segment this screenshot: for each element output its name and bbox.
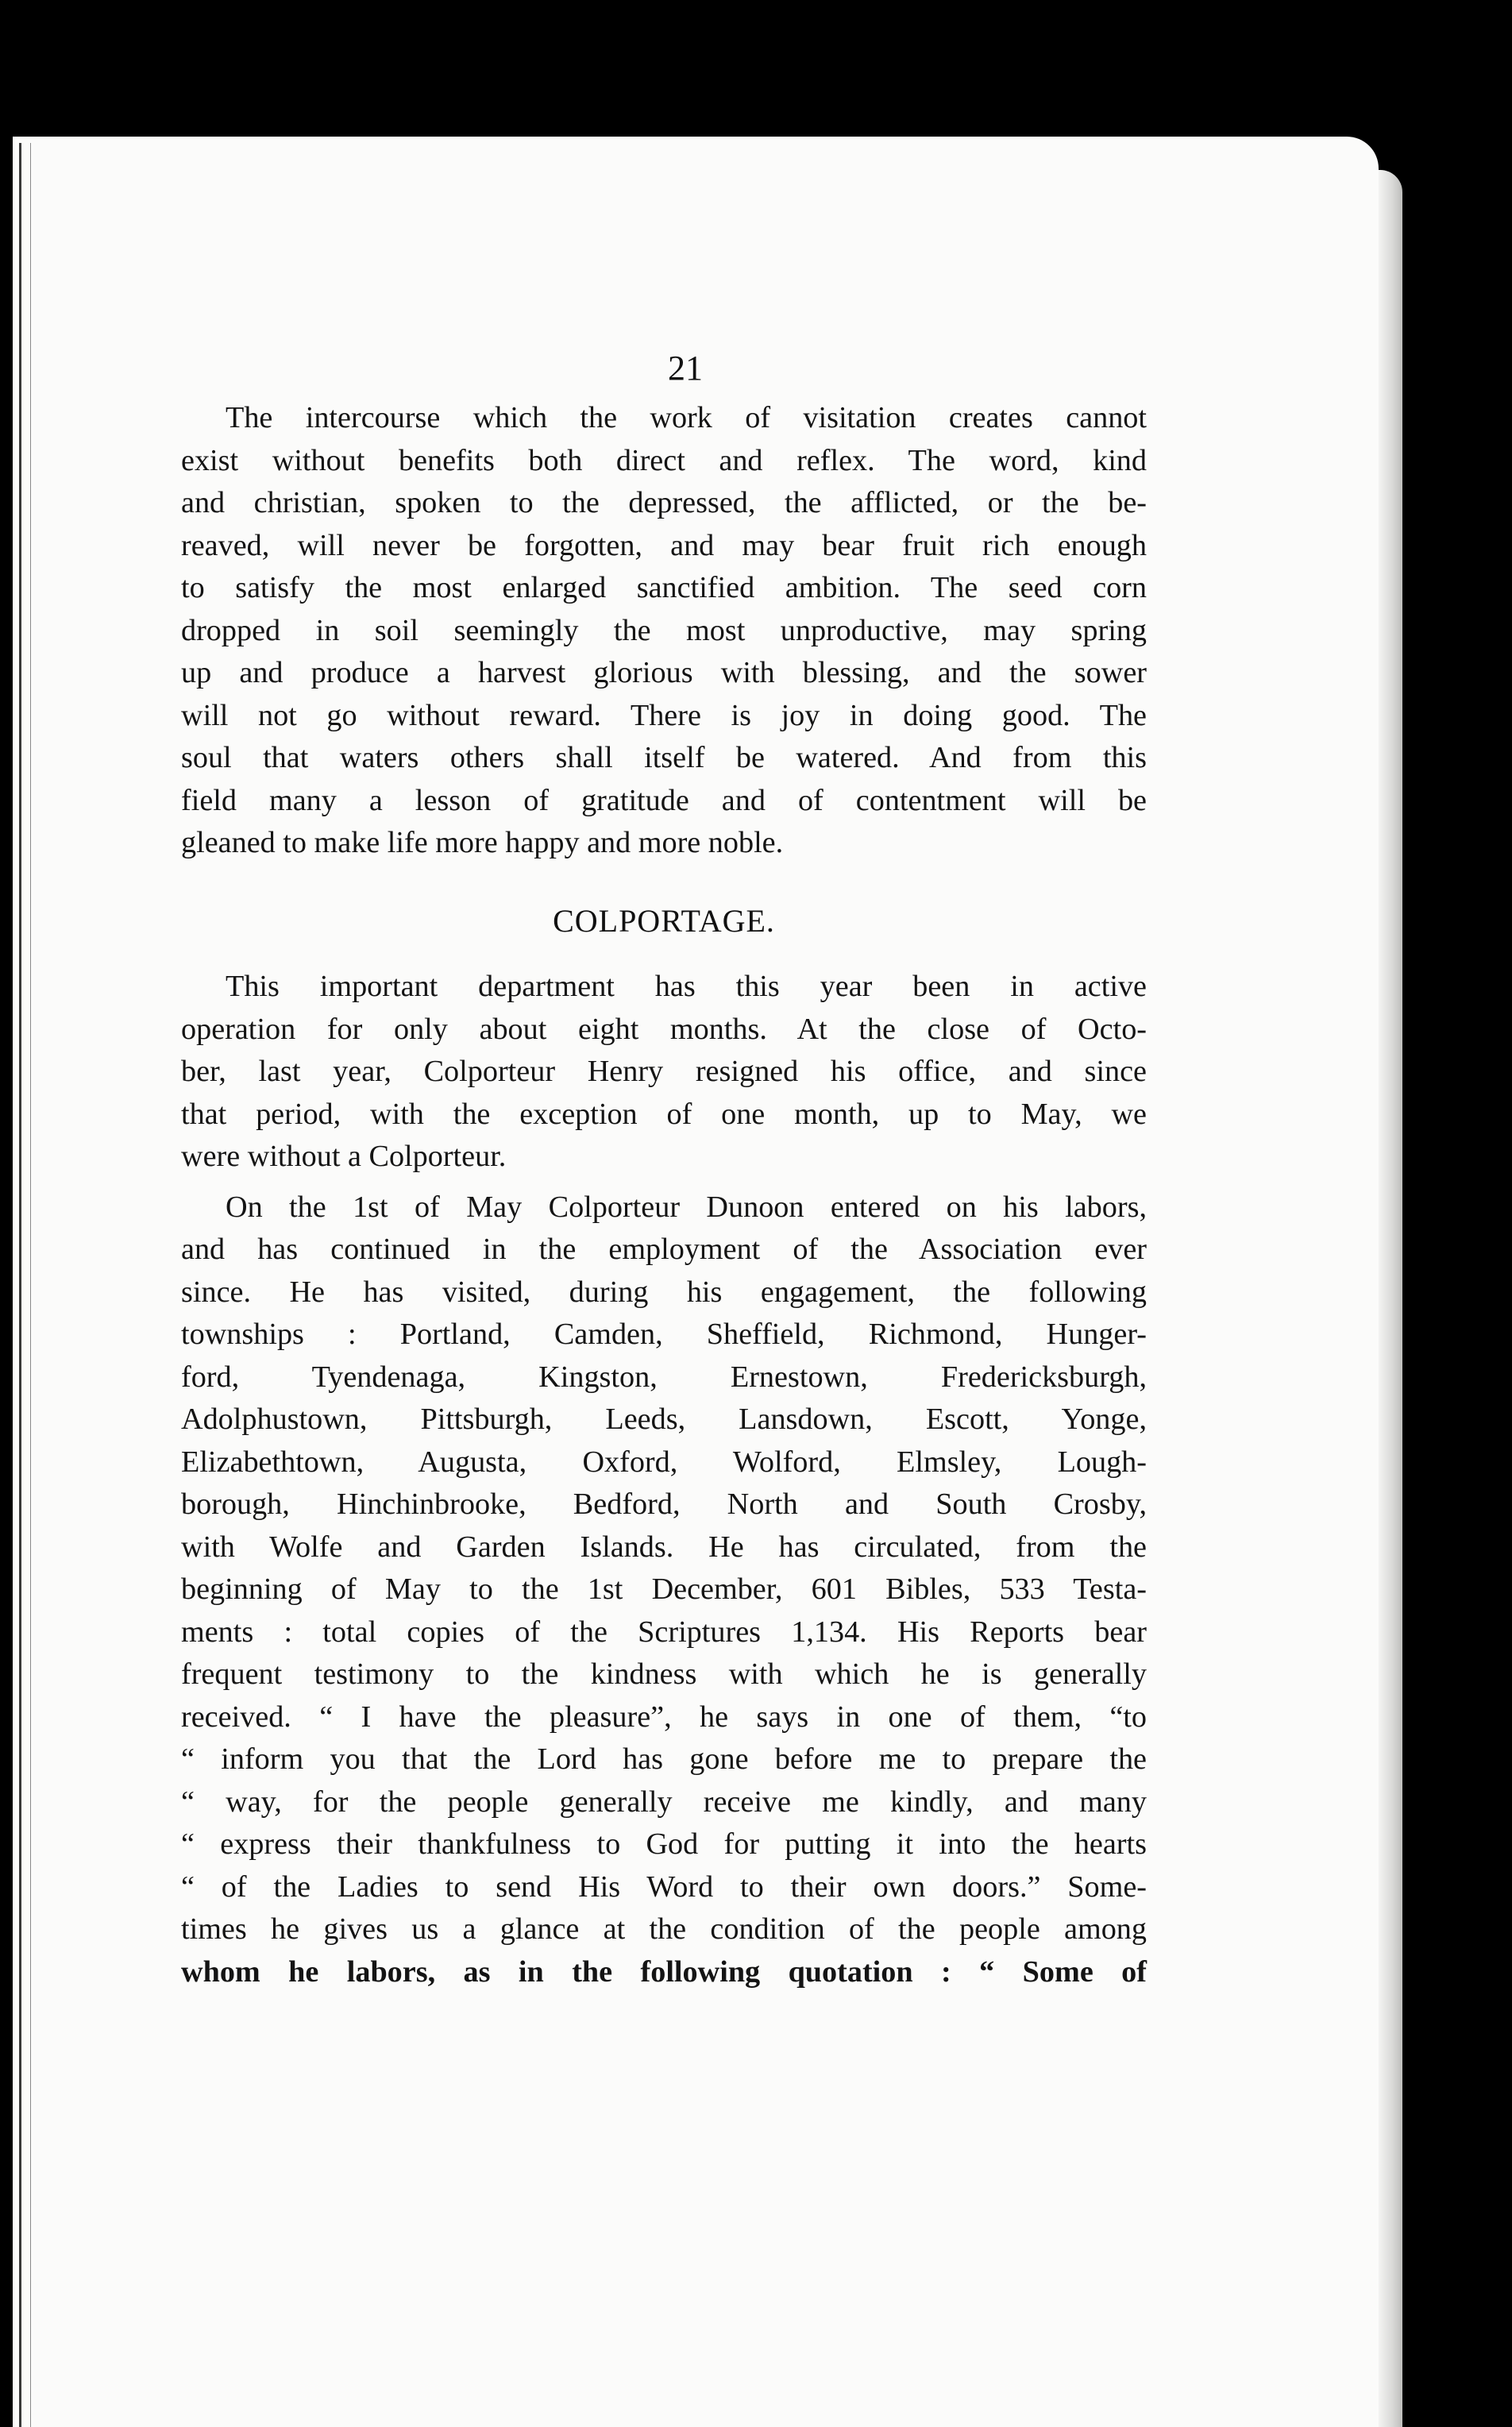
page-edge [1379,170,1402,2427]
text-line: received. “ I have the pleasure”, he says in one of them, “to [181,1700,1147,1734]
gutter-line [30,143,31,2427]
text-line: operation for only about eight months. At the close of Octo- [181,1012,1147,1046]
section-heading: COLPORTAGE. [553,902,775,939]
text-line: with Wolfe and Garden Islands. He has circulated, from the [181,1530,1147,1564]
text-line: frequent testimony to the kindness with which he is generally [181,1657,1147,1691]
text-line: ford, Tyendenaga, Kingston, Ernestown, Fredericksburgh, [181,1360,1147,1394]
text-line: up and produce a harvest glorious with blessing, and the sower [181,656,1147,689]
text-line: were without a Colporteur. [181,1140,507,1173]
text-line: and has continued in the employment of the Association ever [181,1233,1147,1266]
text-line: “ of the Ladies to send His Word to their own doors.” Some- [181,1869,1147,1904]
text-line: soul that waters others shall itself be watered. And from this [181,741,1147,774]
text-line: that period, with the exception of one month, up to May, we [181,1097,1147,1131]
text-line: exist without benefits both direct and reflex. The word, kind [181,443,1147,477]
text-line: gleaned to make life more happy and more noble. [181,826,784,859]
body-text [181,397,1147,1993]
text-line: reaved, will never be forgotten, and may bear fruit rich enough [181,528,1147,562]
text-line: dropped in soil seemingly the most unproductive, may spring [181,613,1147,647]
paragraph-intercourse [181,397,1147,865]
paragraph-colportage [181,966,1147,1179]
text-line: will not go without reward. There is joy in doing good. The [181,698,1147,732]
text-line: field many a lesson of gratitude and of contentment will be [181,783,1147,817]
text-line: ments : total copies of the Scriptures 1,134. His Reports bear [181,1615,1147,1649]
gutter-shadow [19,143,21,2427]
text-line: “ way, for the people generally receive me kindly, and many [181,1785,1147,1819]
text-line: townships : Portland, Camden, Sheffield, Richmond, Hunger- [181,1318,1147,1351]
text-line: whom he labors, as in the following quotation : “ Some of [181,1954,1147,1989]
paragraph-dunoon [181,1186,1147,1994]
paragraph-gap [181,1179,1147,1186]
text-line: “ express their thankfulness to God for putting it into the hearts [181,1827,1147,1861]
text-line: borough, Hinchinbrooke, Bedford, North and South Crosby, [181,1487,1147,1521]
text-line: The intercourse which the work of visitation creates cannot [226,401,1147,434]
text-line: This important department has this year been in active [226,970,1147,1003]
text-line: Elizabethtown, Augusta, Oxford, Wolford, Elmsley, Lough- [181,1445,1147,1479]
text-line: and christian, spoken to the depressed, the afflicted, or the be- [181,486,1147,519]
text-line: Adolphustown, Pittsburgh, Leeds, Lansdown, Escott, Yonge, [181,1403,1147,1436]
text-line: times he gives us a glance at the condition of the people among [181,1912,1147,1946]
text-line: beginning of May to the 1st December, 601 Bibles, 533 Testa- [181,1572,1147,1606]
text-line: “ inform you that the Lord has gone before me to prepare the [181,1742,1147,1776]
page-number: 21 [668,349,703,388]
text-line: On the 1st of May Colporteur Dunoon entered on his labors, [226,1190,1147,1224]
text-line: ber, last year, Colporteur Henry resigned his office, and since [181,1055,1147,1088]
text-line: to satisfy the most enlarged sanctified ambition. The seed corn [181,571,1147,604]
text-line: since. He has visited, during his engagement, the following [181,1275,1147,1309]
